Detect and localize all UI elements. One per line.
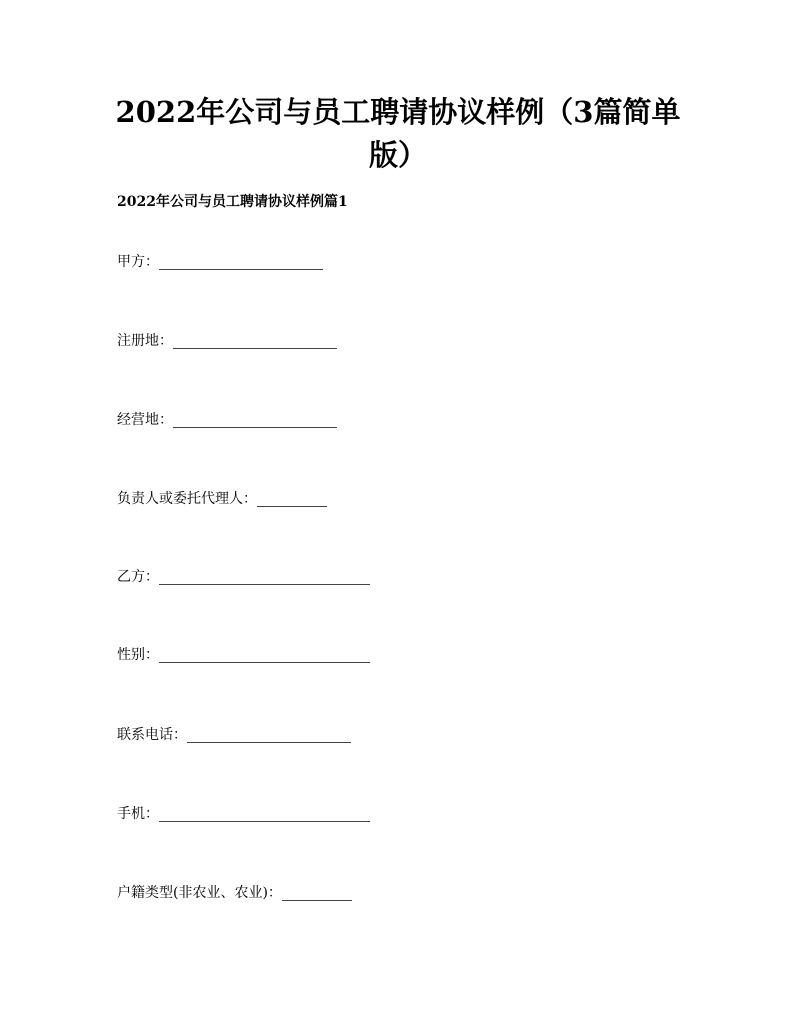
field-label: 注册地： <box>117 333 173 349</box>
field-label: 手机： <box>117 806 159 822</box>
fill-in-blank-line <box>173 334 337 349</box>
field-label: 户籍类型(非农业、农业)： <box>117 885 282 901</box>
fill-in-blank-line <box>187 728 351 743</box>
field-party-a <box>117 252 323 272</box>
fill-in-blank-line <box>257 492 327 507</box>
field-registered-address <box>117 331 337 351</box>
field-label: 经营地： <box>117 412 173 428</box>
field-gender <box>117 645 370 665</box>
fill-in-blank-line <box>159 807 370 822</box>
field-label: 负责人或委托代理人： <box>117 491 257 507</box>
section-heading: 2022年公司与员工聘请协议样例篇1 <box>117 194 348 210</box>
document-title-line-2: 版） <box>368 138 427 172</box>
fill-in-blank-line <box>159 255 323 270</box>
fill-in-blank-line <box>282 886 352 901</box>
fill-in-blank-line <box>173 413 337 428</box>
field-business-address <box>117 410 337 430</box>
field-household-type <box>117 883 352 903</box>
field-label: 性别： <box>117 647 159 663</box>
field-label: 乙方： <box>117 569 159 585</box>
fill-in-blank-line <box>159 570 370 585</box>
document-title-line-1: 2022年公司与员工聘请协议样例（3篇简单 <box>115 95 681 129</box>
field-mobile <box>117 804 370 824</box>
field-contact-phone <box>117 725 351 745</box>
fill-in-blank-line <box>159 648 370 663</box>
field-representative <box>117 489 327 509</box>
field-label: 联系电话： <box>117 727 187 743</box>
field-label: 甲方： <box>117 254 159 270</box>
field-party-b <box>117 567 370 587</box>
